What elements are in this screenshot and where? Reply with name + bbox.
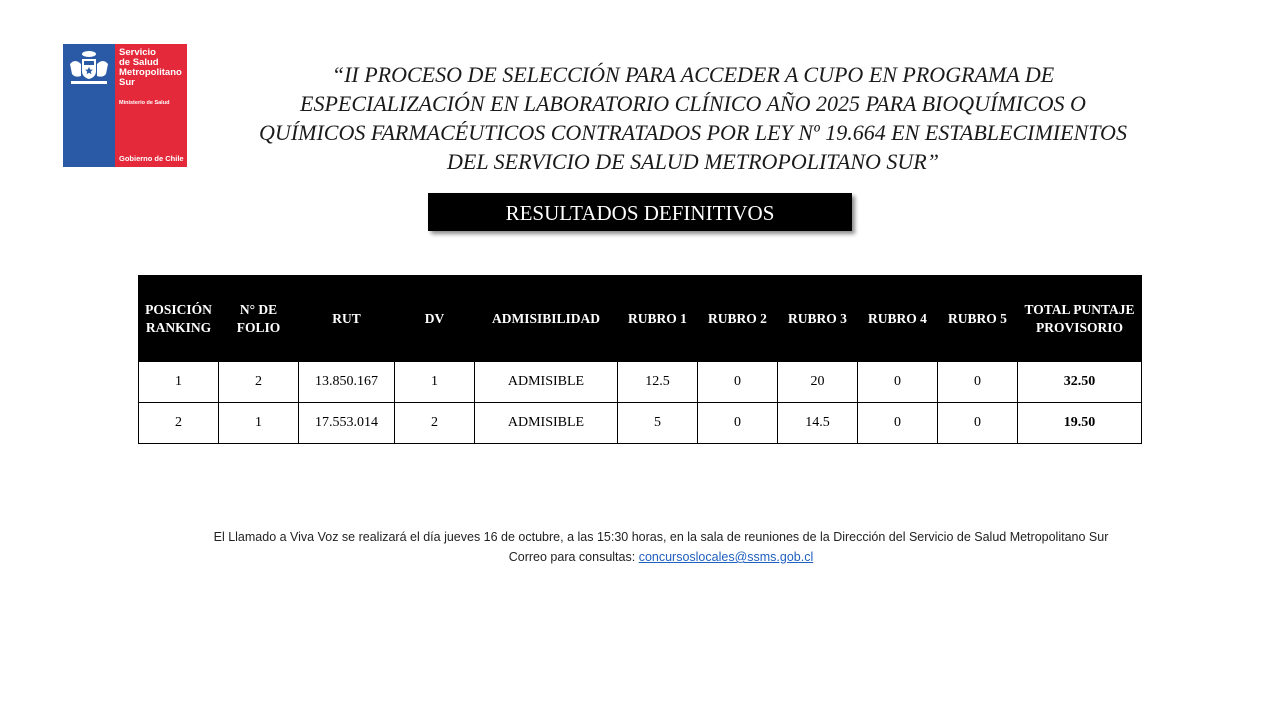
- cell-dv: 2: [395, 403, 475, 444]
- header-rubro-3: RUBRO 3: [778, 276, 858, 362]
- cell-rubro-2: 0: [698, 403, 778, 444]
- page-title: [235, 60, 1151, 176]
- cell-rubro-1: 5: [618, 403, 698, 444]
- cell-rubro-1: 12.5: [618, 362, 698, 403]
- cell-rubro-4: 0: [858, 362, 938, 403]
- results-table: [138, 275, 1142, 444]
- table-row: [139, 403, 1142, 444]
- cell-posicion: 1: [139, 362, 219, 403]
- cell-rubro-5: 0: [938, 403, 1018, 444]
- cell-rubro-4: 0: [858, 403, 938, 444]
- header-total-puntaje: TOTAL PUNTAJE PROVISORIO: [1018, 276, 1142, 362]
- results-banner: RESULTADOS DEFINITIVOS: [428, 193, 852, 231]
- header-dv: DV: [395, 276, 475, 362]
- header-rubro-4: RUBRO 4: [858, 276, 938, 362]
- cell-rut: 17.553.014: [299, 403, 395, 444]
- header-rubro-2: RUBRO 2: [698, 276, 778, 362]
- title-line: QUÍMICOS FARMACÉUTICOS CONTRATADOS POR LEY Nº 19.664 EN ESTABLECIMIENTOS: [259, 120, 1127, 145]
- header-admisibilidad: ADMISIBILIDAD: [475, 276, 618, 362]
- title-line: “II PROCESO DE SELECCIÓN PARA ACCEDER A CUPO EN PROGRAMA DE: [331, 62, 1055, 87]
- logo-government: Gobierno de Chile: [119, 154, 184, 163]
- header-posicion-ranking: POSICIÓN RANKING: [139, 276, 219, 362]
- footer-contact-label: Correo para consultas:: [508, 550, 639, 564]
- logo-service-name: Servicio de Salud Metropolitano Sur: [119, 47, 182, 88]
- header-folio: N° DE FOLIO: [219, 276, 299, 362]
- title-line: DEL SERVICIO DE SALUD METROPOLITANO SUR”: [447, 149, 939, 174]
- footer-notice: [60, 527, 1262, 567]
- footer-contact: [60, 547, 1262, 567]
- cell-folio: 2: [219, 362, 299, 403]
- contact-email-link[interactable]: concursoslocales@ssms.gob.cl: [638, 550, 814, 564]
- header-rubro-1: RUBRO 1: [618, 276, 698, 362]
- cell-folio: 1: [219, 403, 299, 444]
- logo-blue-panel: [63, 44, 115, 167]
- header-rubro-5: RUBRO 5: [938, 276, 1018, 362]
- cell-rubro-2: 0: [698, 362, 778, 403]
- title-line: ESPECIALIZACIÓN EN LABORATORIO CLÍNICO AÑO 2025 PARA BIOQUÍMICOS O: [300, 91, 1086, 116]
- cell-admisibilidad: ADMISIBLE: [475, 403, 618, 444]
- cell-admisibilidad: ADMISIBLE: [475, 362, 618, 403]
- cell-total: 32.50: [1018, 362, 1142, 403]
- cell-rubro-5: 0: [938, 362, 1018, 403]
- cell-posicion: 2: [139, 403, 219, 444]
- cell-dv: 1: [395, 362, 475, 403]
- logo-red-panel: [115, 44, 187, 167]
- cell-rut: 13.850.167: [299, 362, 395, 403]
- header-rut: RUT: [299, 276, 395, 362]
- footer-call-notice: El Llamado a Viva Voz se realizará el día jueves 16 de octubre, a las 15:30 horas, en la sala de reuniones de la Dirección del Servicio de Salud Metropolitano Sur: [213, 530, 1109, 544]
- cell-total: 19.50: [1018, 403, 1142, 444]
- table-header-row: [139, 276, 1142, 362]
- cell-rubro-3: 14.5: [778, 403, 858, 444]
- cell-rubro-3: 20: [778, 362, 858, 403]
- ssms-logo: [63, 44, 187, 167]
- table-row: [139, 362, 1142, 403]
- logo-ministry: Ministerio de Salud: [119, 100, 170, 106]
- chile-coat-of-arms-icon: [67, 50, 111, 86]
